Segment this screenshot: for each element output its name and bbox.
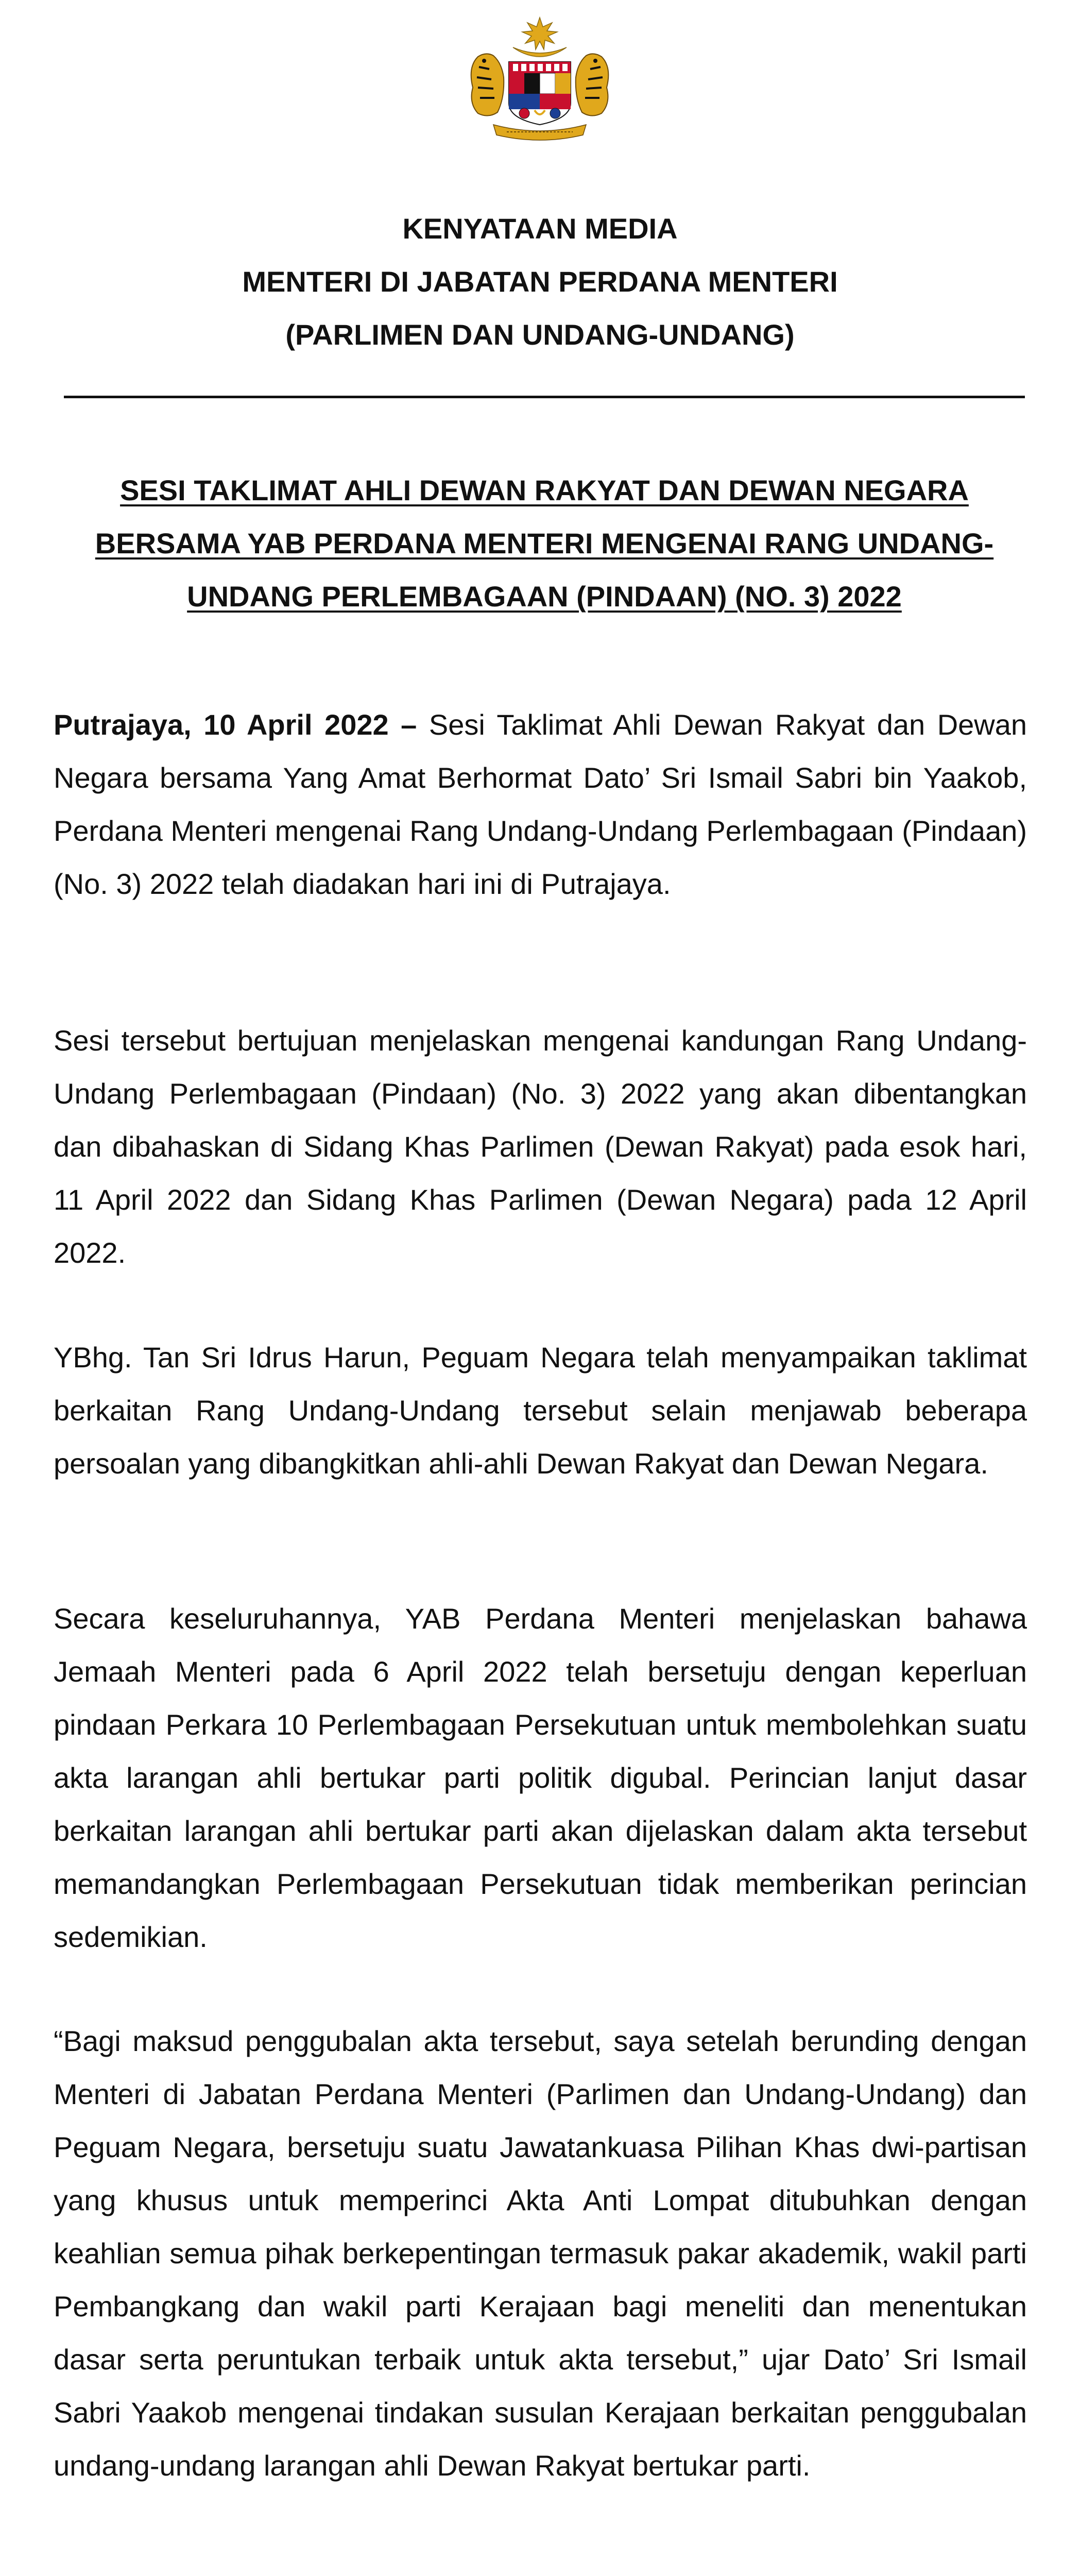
title-line-1: SESI TAKLIMAT AHLI DEWAN RAKYAT DAN DEWAN NEGARA (120, 474, 969, 506)
paragraph-1-text: Sesi Taklimat Ahli Dewan Rakyat dan Dewan Negara bersama Yang Amat Berhormat Dato’ Sri Ismail Sabri bin Yaakob, Perdana Menteri mengenai Rang Undang-Undang Perlembagaan (Pindaan) (No. 3) 2022 telah diadakan hari ini di Putrajaya. (54, 708, 1027, 900)
crest-motto-scroll (493, 125, 586, 140)
header-line-1: KENYATAAN MEDIA (402, 212, 678, 245)
header-divider (64, 396, 1025, 398)
malaysia-coat-of-arms-icon (457, 15, 622, 144)
crest-right-tiger (576, 54, 609, 115)
paragraph-2: Sesi tersebut bertujuan menjelaskan mengenai kandungan Rang Undang-Undang Perlembagaan (Pindaan) (No. 3) 2022 yang akan dibentangkan dan dibahaskan di Sidang Khas Parlimen (Dewan Rakyat) pada esok hari, 11 April 2022 dan Sidang Khas Parlimen (Dewan Negara) pada 12 April 2022. (54, 1024, 1027, 1269)
header-line-3: (PARLIMEN DAN UNDANG-UNDANG) (285, 318, 795, 351)
dateline: Putrajaya, 10 April 2022 – (54, 708, 417, 741)
paragraph-4: Secara keseluruhannya, YAB Perdana Menteri menjelaskan bahawa Jemaah Menteri pada 6 April 2022 telah bersetuju dengan keperluan pindaan Perkara 10 Perlembagaan Persekutuan untuk membolehkan suatu akta larangan ahli bertukar parti politik digubal. Perincian lanjut dasar berkaitan larangan ahli bertukar parti akan dijelaskan dalam akta tersebut memandangkan Perlembagaan Persekutuan tidak memberikan perincian sedemikian. (54, 1602, 1027, 1953)
crest-shield (509, 62, 571, 125)
media-statement-header (52, 202, 1028, 361)
header-line-2: MENTERI DI JABATAN PERDANA MENTERI (242, 265, 838, 298)
title-line-3: UNDANG PERLEMBAGAAN (PINDAAN) (NO. 3) 2022 (187, 580, 902, 613)
paragraph-3: YBhg. Tan Sri Idrus Harun, Peguam Negara telah menyampaikan taklimat berkaitan Rang Undang-Undang tersebut selain menjawab beberapa persoalan yang dibangkitkan ahli-ahli Dewan Rakyat dan Dewan Negara. (54, 1341, 1027, 1480)
crest-crescent (513, 47, 567, 57)
statement-title (64, 464, 1025, 623)
paragraph-1 (54, 698, 1027, 910)
crest-star (522, 18, 557, 49)
crest-left-tiger (471, 54, 504, 115)
paragraph-5-quote: “Bagi maksud penggubalan akta tersebut, saya setelah berunding dengan Menteri di Jabatan Perdana Menteri (Parlimen dan Undang-Undang) dan Peguam Negara, bersetuju suatu Jawatankuasa Pilihan Khas dwi-partisan yang khusus untuk memperinci Akta Anti Lompat ditubuhkan dengan keahlian semua pihak berkepentingan termasuk pakar akademik, wakil parti Pembangkang dan wakil parti Kerajaan bagi meneliti dan menentukan dasar serta peruntukan terbaik untuk akta tersebut,” ujar Dato’ Sri Ismail Sabri Yaakob mengenai tindakan susulan Kerajaan berkaitan penggubalan undang-undang larangan ahli Dewan Rakyat bertukar parti. (54, 2025, 1027, 2482)
title-line-2: BERSAMA YAB PERDANA MENTERI MENGENAI RANG UNDANG- (95, 527, 994, 560)
